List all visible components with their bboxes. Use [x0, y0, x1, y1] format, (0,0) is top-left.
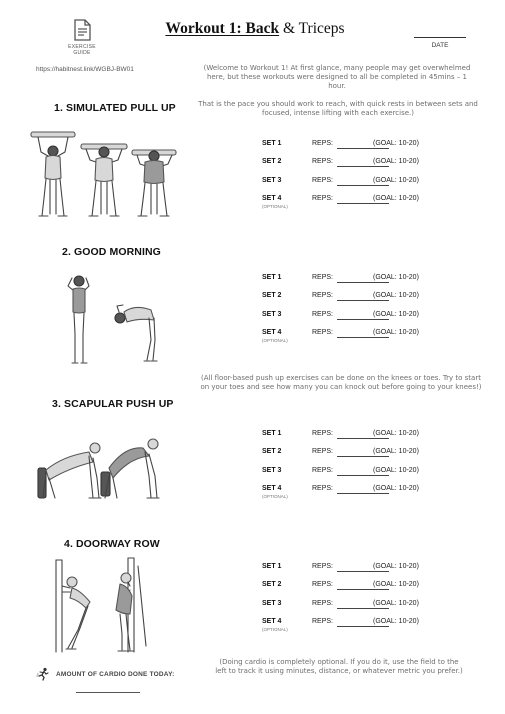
reps-input[interactable]: [337, 203, 389, 204]
set-label: SET 4: [262, 485, 282, 492]
reps-label: REPS:: [312, 177, 334, 184]
set-row: [262, 485, 462, 497]
goal-label: (GOAL: 10-20): [373, 274, 419, 281]
reps-label: REPS:: [312, 563, 334, 570]
reps-input[interactable]: [337, 300, 389, 301]
set-row: [262, 177, 462, 189]
cardio-input[interactable]: [76, 692, 140, 693]
reps-input[interactable]: [337, 148, 389, 149]
set-row: [262, 329, 462, 341]
set-row: [262, 158, 462, 170]
doorway-row-illustration: [50, 556, 166, 656]
goal-label: (GOAL: 10-20): [373, 448, 419, 455]
set-row: [262, 195, 462, 207]
reps-label: REPS:: [312, 581, 334, 588]
set-row: [262, 292, 462, 304]
optional-label: (OPTIONAL): [262, 204, 288, 209]
reps-input[interactable]: [337, 282, 389, 283]
set-label: SET 4: [262, 618, 282, 625]
page-title-rest: & Triceps: [279, 20, 345, 37]
optional-label: (OPTIONAL): [262, 494, 288, 499]
reps-label: REPS:: [312, 600, 334, 607]
reps-input[interactable]: [337, 166, 389, 167]
scapular-push-up-illustration: [33, 432, 171, 506]
reps-label: REPS:: [312, 311, 334, 318]
set-label: SET 1: [262, 140, 282, 147]
date-field[interactable]: [414, 37, 466, 38]
set-label: SET 2: [262, 292, 282, 299]
set-row: [262, 600, 462, 612]
goal-label: (GOAL: 10-20): [373, 329, 419, 336]
reps-input[interactable]: [337, 319, 389, 320]
reps-label: REPS:: [312, 448, 334, 455]
page-title-bold: Workout 1: Back: [165, 20, 280, 37]
set-row: [262, 563, 462, 575]
guide-link[interactable]: https://habitnest.link/WGBJ-BW01: [36, 66, 134, 73]
reps-label: REPS:: [312, 274, 334, 281]
reps-label: REPS:: [312, 158, 334, 165]
exercise-guide-label[interactable]: EXERCISE GUIDE: [68, 44, 96, 56]
set-row: [262, 430, 462, 442]
set-label: SET 2: [262, 581, 282, 588]
reps-label: REPS:: [312, 467, 334, 474]
set-label: SET 2: [262, 448, 282, 455]
goal-label: (GOAL: 10-20): [373, 430, 419, 437]
goal-label: (GOAL: 10-20): [373, 600, 419, 607]
optional-label: (OPTIONAL): [262, 627, 288, 632]
goal-label: (GOAL: 10-20): [373, 618, 419, 625]
goal-label: (GOAL: 10-20): [373, 485, 419, 492]
goal-label: (GOAL: 10-20): [373, 311, 419, 318]
runner-icon: [36, 667, 50, 681]
reps-label: REPS:: [312, 485, 334, 492]
good-morning-illustration: [55, 272, 165, 368]
set-row: [262, 274, 462, 286]
simulated-pull-up-illustration: [28, 126, 178, 221]
reps-input[interactable]: [337, 608, 389, 609]
set-label: SET 1: [262, 430, 282, 437]
set-label: SET 2: [262, 158, 282, 165]
goal-label: (GOAL: 10-20): [373, 292, 419, 299]
set-label: SET 1: [262, 563, 282, 570]
set-label: SET 4: [262, 195, 282, 202]
reps-input[interactable]: [337, 475, 389, 476]
optional-label: (OPTIONAL): [262, 338, 288, 343]
goal-label: (GOAL: 10-20): [373, 581, 419, 588]
exercise-title-2: 2. GOOD MORNING: [62, 246, 161, 258]
reps-input[interactable]: [337, 337, 389, 338]
exercise-title-3: 3. SCAPULAR PUSH UP: [52, 398, 174, 410]
reps-label: REPS:: [312, 618, 334, 625]
set-label: SET 3: [262, 177, 282, 184]
reps-label: REPS:: [312, 329, 334, 336]
set-label: SET 3: [262, 311, 282, 318]
date-label: DATE: [431, 42, 449, 49]
exercise-title-4: 4. DOORWAY ROW: [64, 538, 160, 550]
goal-label: (GOAL: 10-20): [373, 158, 419, 165]
set-row: [262, 467, 462, 479]
goal-label: (GOAL: 10-20): [373, 177, 419, 184]
set-row: [262, 311, 462, 323]
cardio-note: (Doing cardio is completely optional. If you do it, use the field to the left to track it using minutes, distance, or whatever metric you prefer.): [215, 658, 463, 676]
reps-label: REPS:: [312, 430, 334, 437]
set-label: SET 3: [262, 467, 282, 474]
reps-label: REPS:: [312, 195, 334, 202]
set-label: SET 3: [262, 600, 282, 607]
reps-label: REPS:: [312, 292, 334, 299]
reps-input[interactable]: [337, 438, 389, 439]
set-row: [262, 448, 462, 460]
reps-input[interactable]: [337, 626, 389, 627]
reps-label: REPS:: [312, 140, 334, 147]
reps-input[interactable]: [337, 493, 389, 494]
goal-label: (GOAL: 10-20): [373, 467, 419, 474]
intro-note-1: (Welcome to Workout 1! At first glance, many people may get overwhelmed here, but these workouts were designed to all be completed in 45mins – 1 hour.: [203, 64, 471, 91]
reps-input[interactable]: [337, 589, 389, 590]
page-title: [130, 20, 380, 38]
goal-label: (GOAL: 10-20): [373, 195, 419, 202]
goal-label: (GOAL: 10-20): [373, 563, 419, 570]
set-label: SET 4: [262, 329, 282, 336]
set-row: [262, 581, 462, 593]
pushup-note: (All floor-based push up exercises can be done on the knees or toes. Try to start on your toes and see how many you can knock out before going to your knees!): [200, 374, 482, 392]
cardio-label: AMOUNT OF CARDIO DONE TODAY:: [56, 671, 175, 678]
exercise-title-1: 1. SIMULATED PULL UP: [54, 102, 176, 114]
reps-input[interactable]: [337, 571, 389, 572]
intro-note-2: That is the pace you should work to reach, with quick rests in between sets and focused, intense lifting with each exercise.): [198, 100, 478, 118]
document-icon[interactable]: [70, 18, 94, 42]
reps-input[interactable]: [337, 456, 389, 457]
reps-input[interactable]: [337, 185, 389, 186]
set-label: SET 1: [262, 274, 282, 281]
set-row: [262, 140, 462, 152]
goal-label: (GOAL: 10-20): [373, 140, 419, 147]
set-row: [262, 618, 462, 630]
